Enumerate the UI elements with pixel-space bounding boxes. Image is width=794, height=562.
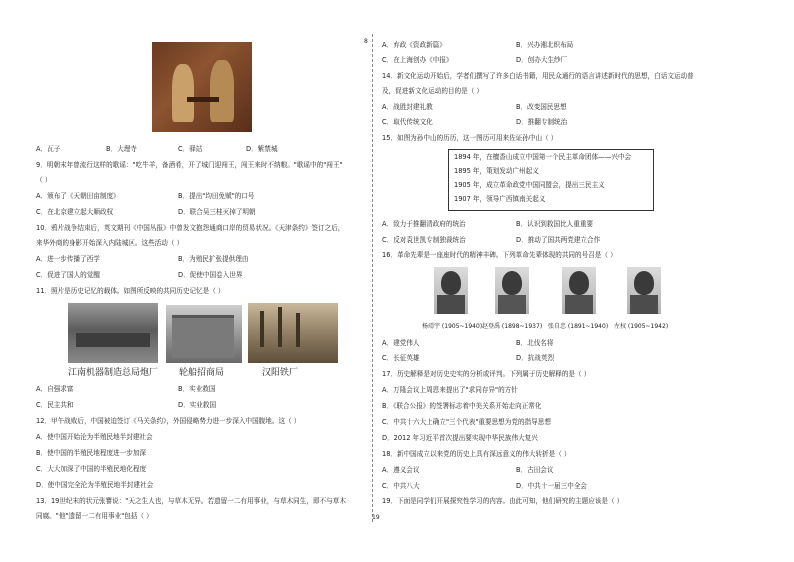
q10-option-b: B．为殖民扩张提供理由 xyxy=(178,255,249,263)
q13-stem-line2: 同腐。"他"遗留一二有用事业"包括（ ） xyxy=(36,512,153,520)
q17-option-d: D．2012 年习近平首次提出要实现中华民族伟大复兴 xyxy=(382,434,538,442)
q13-option-d: D．创办大生纱厂 xyxy=(516,56,568,64)
q14-stem-line1: 14．新文化运动开始后，学者们撰写了许多白话书籍，用民众通行的语言讲述新时代的思想，白话文运动普 xyxy=(382,72,694,80)
q18-option-a: A．遵义会议 xyxy=(382,466,420,474)
q15-option-a: A．致力于推翻清政府的统治 xyxy=(382,220,466,228)
q17-option-c: C．中共十六大上确立"三个代表"重要思想为党的指导思想 xyxy=(382,418,551,426)
q9-option-d: D．联合吴三桂灭掉了明朝 xyxy=(178,208,256,216)
q18-option-b: B．古田会议 xyxy=(516,466,554,474)
q15-stem: 15．如图为孙中山的历历，这一图历可用来佐证孙中山（ ） xyxy=(382,134,558,142)
q9-stem-line1: 9．明朝末年曾流行这样的歌谣："吃牛羊，备酒肴，开了城门迎闯王，闯王来时不纳粮。"歌谣中的"闯王" xyxy=(36,161,343,169)
q17-option-a: A．万隆会议上周恩来提出了"求同存异"的方针 xyxy=(382,386,518,394)
q12-stem: 12．甲午战败后，中国被迫签订《马关条约》，外国侵略势力进一步深入中国腹地。这（ ） xyxy=(36,417,301,425)
zhao-dengyu-portrait xyxy=(495,267,529,314)
jiangnan-arsenal-photo xyxy=(68,303,158,363)
q10-stem-line2: 来华外商的身影开始深入内陆城区。这些活动（ ） xyxy=(36,239,184,247)
yang-jingyu-caption: 杨靖宇 (1905~1940) xyxy=(422,323,483,330)
q15-option-d: D．推动了国共两党建立合作 xyxy=(516,236,601,244)
q18-option-d: D．中共十一届三中全会 xyxy=(516,482,588,490)
q10-option-d: D．促使中国卷入世界 xyxy=(178,271,243,279)
q12-option-b: B．使中国的半殖民地程度进一步加深 xyxy=(36,449,147,457)
column-divider xyxy=(372,34,373,522)
timeline-1905: 1905 年，成立革命政党中国同盟会，提出三民主义 xyxy=(454,181,605,189)
q14-option-a: A．战胜封建礼教 xyxy=(382,103,433,111)
q18-option-c: C．中共八大 xyxy=(382,482,420,490)
hanyang-ironworks-photo xyxy=(248,303,338,363)
q10-option-c: C．促进了国人的觉醒 xyxy=(36,271,100,279)
q15-option-b: B．认识到救国比人重重要 xyxy=(516,220,594,228)
zuo-quan-portrait xyxy=(627,267,661,314)
zuo-quan-caption: 左权 (1905~1942) xyxy=(614,323,669,330)
q17-option-b: B．《联合公报》的签署标志着中美关系开始走向正常化 xyxy=(382,402,542,410)
q13-option-a: A．弃政《资政新篇》 xyxy=(382,41,446,49)
q18-stem: 18．新中国成立以来党的历史上具有深远意义的伟大转折是（ ） xyxy=(382,450,571,458)
q16-option-b: B．北伐名将 xyxy=(516,339,554,347)
jiangnan-arsenal-caption: 江南机器制造总局炮厂 xyxy=(68,368,159,378)
q16-option-c: C．长征英雄 xyxy=(382,354,420,362)
china-merchants-photo xyxy=(166,305,242,363)
hanyang-ironworks-caption: 汉阳铁厂 xyxy=(262,368,299,378)
q11-option-a: A．自强求富 xyxy=(36,385,74,393)
timeline-1907: 1907 年，领导广西镇南关起义 xyxy=(454,195,546,203)
q8-option-d: D．紫禁城 xyxy=(246,145,278,153)
q15-option-c: C．反对袁世凯专制独裁统治 xyxy=(382,236,466,244)
q13-option-b: B．兴办湘北织布局 xyxy=(516,41,574,49)
q11-option-b: B．实业救国 xyxy=(178,385,216,393)
q12-option-d: D．使中国完全沦为半殖民地半封建社会 xyxy=(36,481,154,489)
q10-stem-line1: 10．鸦片战争结束后，英文期刊《中国丛报》中曾发文抱怨通商口岸的贸易状况。《天津条约》签订之后， xyxy=(36,224,345,232)
q9-stem-line2: （ ） xyxy=(36,176,52,184)
q11-option-d: D．实业救国 xyxy=(178,401,217,409)
timeline-1894: 1894 年，在檀香山成立中国第一个民主革命团体——兴中会 xyxy=(454,153,632,161)
q8-option-c: C．驿站 xyxy=(178,145,203,153)
q8-option-b: B．大理寺 xyxy=(106,145,137,153)
q17-stem: 17．历史解释是对历史史实的分析或评判。下列属于历史解释的是（ ） xyxy=(382,370,591,378)
q12-option-c: C．大大加深了中国的半殖民地化程度 xyxy=(36,465,147,473)
q10-option-a: A．进一步传播了西学 xyxy=(36,255,100,263)
q12-option-a: A．使中国开始沦为半殖民地半封建社会 xyxy=(36,433,153,441)
left-page-number: 8 xyxy=(364,38,368,45)
q11-stem: 11．照片是历史记忆的载体。如图所反映的共同历史记忆是（ ） xyxy=(36,287,225,295)
q19-stem: 19．下面是同学们开展探究性学习的内容。由此可知，他们研究的主题应该是（ ） xyxy=(382,497,624,505)
q11-option-c: C．民主共和 xyxy=(36,401,74,409)
right-page-number: 19 xyxy=(372,514,380,521)
q13-option-c: C．在上海创办《申报》 xyxy=(382,56,453,64)
q9-option-b: B．提出"均田免赋"的口号 xyxy=(178,192,255,200)
q9-option-a: A．颁布了《天朝田亩制度》 xyxy=(36,192,120,200)
sun-yatsen-timeline-box xyxy=(448,149,654,211)
yang-jingyu-portrait xyxy=(434,267,468,314)
q16-option-d: D．抗战英烈 xyxy=(516,354,555,362)
q14-option-c: C．取代传统文化 xyxy=(382,118,433,126)
q14-stem-line2: 及，促进新文化运动的目的是（ ） xyxy=(382,87,484,95)
zhang-zizhong-caption: 张自忠 (1891~1940) xyxy=(548,323,609,330)
q16-option-a: A．建党伟人 xyxy=(382,339,420,347)
q16-stem: 16．革命先辈是一座座时代的精神丰碑。下列革命先辈体现的共同的号召是（ ） xyxy=(382,251,617,259)
tea-painting-image xyxy=(152,42,252,132)
q9-option-c: C．在北京建立起大顺政权 xyxy=(36,208,114,216)
q14-option-d: D．推翻专制统治 xyxy=(516,118,568,126)
q8-option-a: A．瓦子 xyxy=(36,145,61,153)
q13-stem-line1: 13．19世纪末的状元张謇说："天之生人也，与草木无异。若遗留一二有用事业，与草木同生，即不与草木 xyxy=(36,497,346,505)
zhang-zizhong-portrait xyxy=(562,267,596,314)
timeline-1895: 1895 年，策划发动广州起义 xyxy=(454,167,539,175)
q14-option-b: B．改变国民思想 xyxy=(516,103,567,111)
zhao-dengyu-caption: 赵登禹 (1898~1937) xyxy=(482,323,543,330)
china-merchants-caption: 轮船招商局 xyxy=(179,368,225,378)
